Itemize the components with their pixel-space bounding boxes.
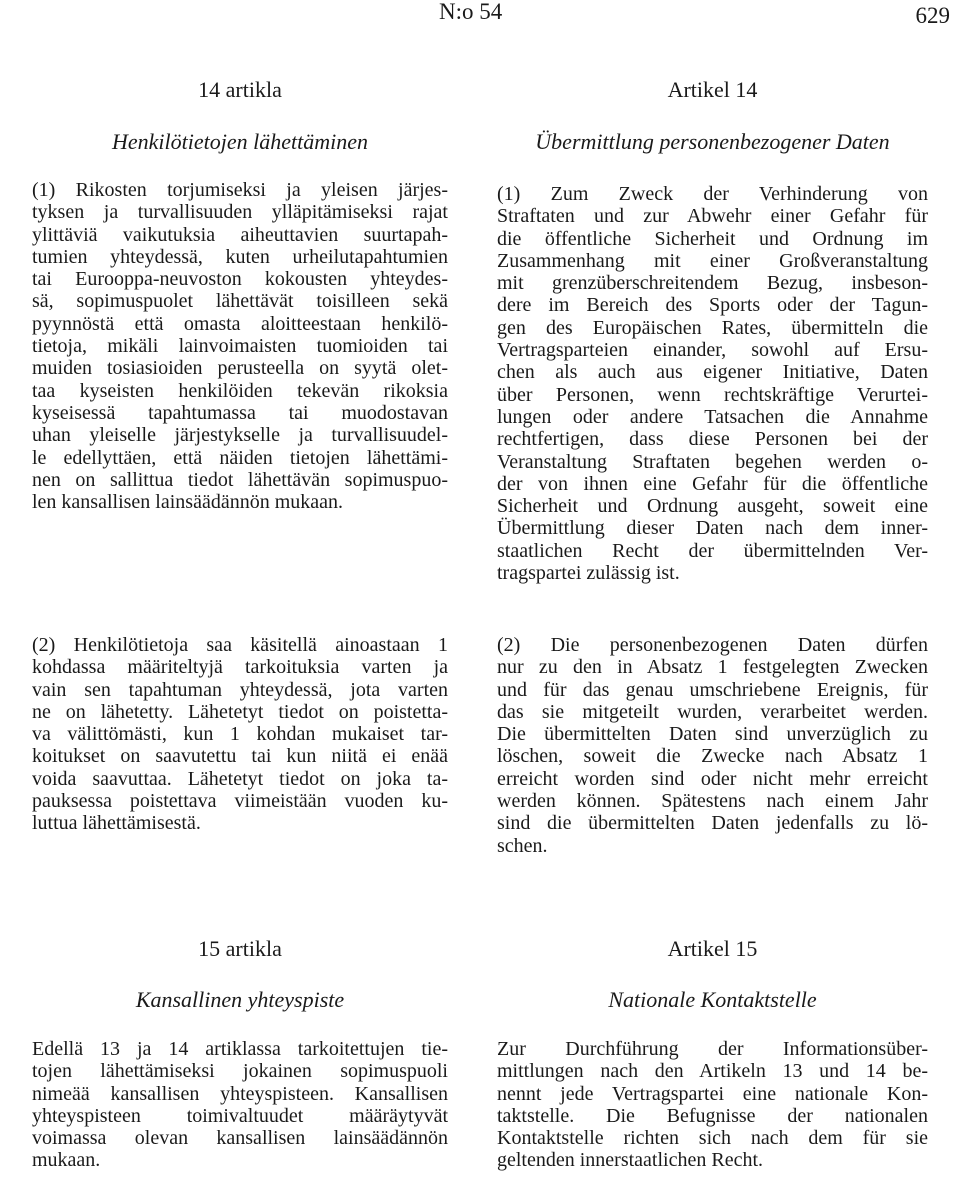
- paragraph-line: kohdassa määriteltyjä tarkoituksia varten ja: [32, 656, 448, 679]
- paragraph-line: ylittäviä vaikutuksia aiheuttavien suurtapah-: [32, 223, 448, 246]
- paragraph-line: das sie mitgeteilt wurden, verarbeitet werden.: [497, 700, 928, 723]
- paragraph-line: nur zu den in Absatz 1 festgelegten Zwecken: [497, 656, 928, 679]
- paragraph-line: tragspartei zulässig ist.: [497, 562, 680, 585]
- paragraph-line: Sicherheit und Ordnung ausgeht, soweit eine: [497, 495, 928, 518]
- paragraph-line: Vertragsparteien einander, sowohl auf Ersu-: [497, 339, 928, 362]
- article-14-para-2-fi: [32, 634, 448, 835]
- paragraph-line: kyseisessä tapahtumassa tai muodostavan: [32, 401, 448, 424]
- article-14-para-1-de: [497, 183, 928, 584]
- page-number: 629: [915, 3, 950, 28]
- paragraph-line: len kansallisen lainsäädännön mukaan.: [32, 491, 344, 514]
- paragraph-line: ne on lähetetty. Lähetetyt tiedot on poistetta-: [32, 700, 448, 723]
- paragraph-line: löschen, soweit die Zwecke nach Absatz 1: [497, 745, 928, 768]
- paragraph-line: dere im Bereich des Sports oder der Tagun-: [497, 294, 928, 317]
- paragraph-line: pyynnöstä että omasta aloitteestaan henkilö-: [32, 312, 448, 335]
- paragraph-line: voimassa olevan kansallisen lainsäädännön: [32, 1127, 448, 1150]
- article-14-number-de: Artikel 14: [667, 77, 758, 102]
- paragraph-line: tojen lähettämiseksi jokainen sopimuspuoli: [32, 1060, 448, 1083]
- paragraph-line: sind die übermittelten Daten jedenfalls zu lö-: [497, 812, 928, 835]
- paragraph-line: luttua lähettämisestä.: [32, 812, 201, 835]
- paragraph-line: mit grenzüberschreitendem Bezug, insbeson-: [497, 272, 928, 295]
- paragraph-line: lungen oder andere Tatsachen die Annahme: [497, 405, 928, 428]
- paragraph-line: werden können. Spätestens nach einem Jahr: [497, 790, 928, 813]
- paragraph-line: muiden tosiasioiden perusteella on syytä olet-: [32, 357, 448, 380]
- paragraph-line: Straftaten und zur Abwehr einer Gefahr für: [497, 205, 928, 228]
- paragraph-line: taa kyseisten henkilöiden tekevän rikoksia: [32, 379, 448, 402]
- paragraph-line: sä, sopimuspuolet lähettävät toisilleen sekä: [32, 290, 448, 313]
- paragraph-line: tietoja, mikäli lainvoimaisten tuomioiden tai: [32, 335, 448, 358]
- paragraph-line: der von ihnen eine Gefahr für die öffentliche: [497, 472, 928, 495]
- paragraph-line: gen des Europäischen Rates, übermitteln die: [497, 316, 928, 339]
- paragraph-line: Edellä 13 ja 14 artiklassa tarkoitettujen tie-: [32, 1038, 448, 1060]
- article-15-number-fi: 15 artikla: [198, 936, 282, 961]
- paragraph-line: mittlungen nach den Artikeln 13 und 14 be-: [497, 1060, 928, 1083]
- paragraph-line: Übermittlung dieser Daten nach dem inner-: [497, 517, 928, 540]
- paragraph-line: mukaan.: [32, 1149, 101, 1172]
- paragraph-line: (1) Rikosten torjumiseksi ja yleisen järjes-: [32, 179, 448, 201]
- paragraph-line: nen on sallittua tiedot lähettävän sopimuspuo-: [32, 468, 448, 491]
- paragraph-line: (1) Zum Zweck der Verhinderung von: [497, 183, 928, 205]
- article-14-para-2-de: [497, 634, 928, 857]
- paragraph-line: va välittömästi, kun 1 kohdan mukaiset tar-: [32, 723, 448, 746]
- paragraph-line: rechtfertigen, dass diese Personen bei der: [497, 428, 928, 451]
- paragraph-line: geltenden innerstaatlichen Recht.: [497, 1149, 764, 1172]
- paragraph-line: (2) Henkilötietoja saa käsitellä ainoastaan 1: [32, 634, 448, 656]
- article-15-para-1-fi: [32, 1038, 448, 1172]
- paragraph-line: über Personen, wenn rechtskräftige Verurtei-: [497, 383, 928, 406]
- article-15-title-fi: Kansallinen yhteyspiste: [135, 987, 345, 1012]
- paragraph-line: Veranstaltung Straftaten begehen werden o-: [497, 450, 928, 473]
- paragraph-line: nennt jede Vertragspartei eine nationale Kon-: [497, 1082, 928, 1105]
- paragraph-line: tai Eurooppa-neuvoston kokousten yhteydes-: [32, 268, 448, 291]
- paragraph-line: taktstelle. Die Befugnisse der nationalen: [497, 1104, 928, 1127]
- paragraph-line: yhteyspisteen toimivaltuudet määräytyvät: [32, 1104, 448, 1127]
- article-15-title-de: Nationale Kontaktstelle: [608, 987, 817, 1012]
- article-15-number-de: Artikel 15: [667, 936, 758, 961]
- article-14-para-1-fi: [32, 179, 448, 513]
- paragraph-line: koitukset on saavutettu tai kun niitä ei enää: [32, 745, 448, 768]
- paragraph-line: erreicht worden sind oder nicht mehr erreicht: [497, 767, 928, 790]
- paragraph-line: vain sen tapahtuman yhteydessä, jota varten: [32, 678, 448, 701]
- paragraph-line: Kontaktstelle richten sich nach dem für sie: [497, 1127, 928, 1150]
- paragraph-line: schen.: [497, 834, 548, 857]
- article-14-number-fi: 14 artikla: [198, 77, 282, 102]
- article-15-para-1-de: [497, 1038, 928, 1172]
- paragraph-line: staatlichen Recht der übermittelnden Ver-: [497, 539, 928, 562]
- paragraph-line: voida saavuttaa. Lähetetyt tiedot on joka ta-: [32, 767, 448, 790]
- paragraph-line: tyksen ja turvallisuuden ylläpitämiseksi rajat: [32, 201, 448, 224]
- paragraph-line: Zur Durchführung der Informationsüber-: [497, 1038, 928, 1060]
- paragraph-line: und für das genau umschriebene Ereignis, für: [497, 678, 928, 701]
- paragraph-line: tumien yhteydessä, kuten urheilutapahtumien: [32, 245, 448, 268]
- article-14-title-de: Übermittlung personenbezogener Daten: [535, 129, 890, 154]
- paragraph-line: die öffentliche Sicherheit und Ordnung im: [497, 227, 928, 250]
- paragraph-line: Die übermittelten Daten sind unverzüglich zu: [497, 723, 928, 746]
- paragraph-line: pauksessa poistettava viimeistään vuoden ku-: [32, 790, 448, 813]
- series-label: N:o 54: [439, 0, 503, 24]
- paragraph-line: (2) Die personenbezogenen Daten dürfen: [497, 634, 928, 656]
- paragraph-line: Zusammenhang mit einer Großveranstaltung: [497, 249, 928, 272]
- paragraph-line: chen als auch aus eigener Initiative, Daten: [497, 361, 928, 384]
- paragraph-line: le edellyttäen, että näiden tietojen lähettämi-: [32, 446, 448, 469]
- paragraph-line: uhan yleiselle järjestykselle ja turvallisuudel-: [32, 424, 448, 447]
- paragraph-line: nimeää kansallisen yhteyspisteen. Kansallisen: [32, 1082, 448, 1105]
- article-14-title-fi: Henkilötietojen lähettäminen: [112, 129, 368, 154]
